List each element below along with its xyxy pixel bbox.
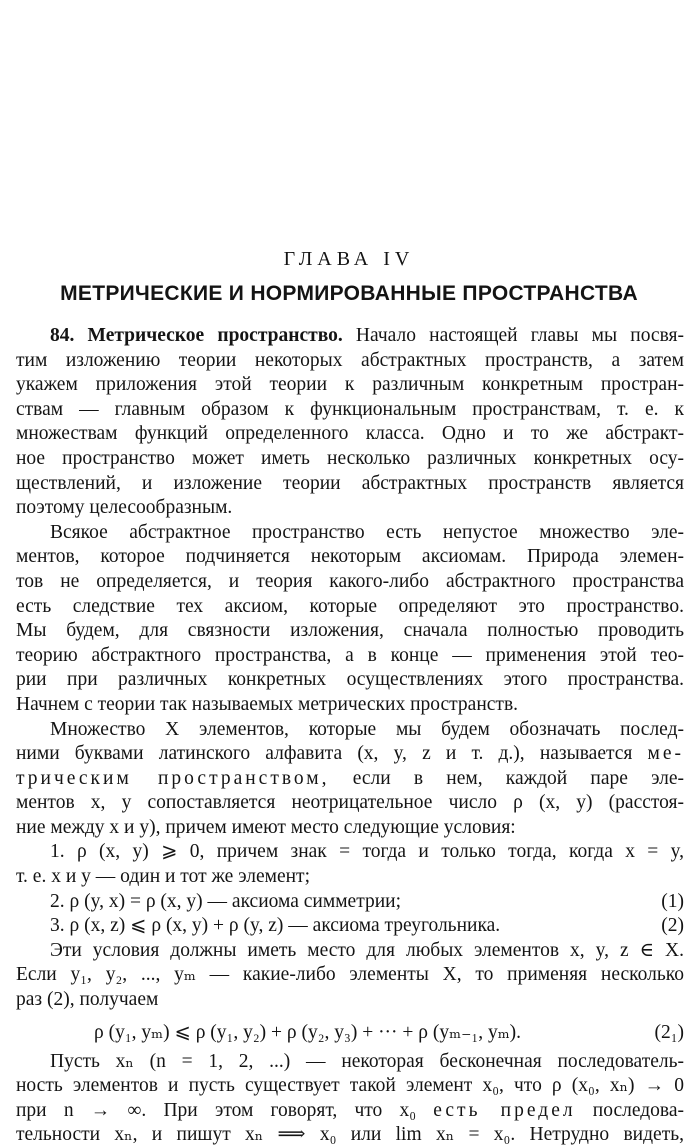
spaced-term: есть предел — [433, 1099, 576, 1121]
formula-text: ρ (y₁, yₘ) ⩽ ρ (y₁, y₂) + ρ (y₂, y₃) + ··· + ρ (yₘ₋₁, yₘ). — [94, 1021, 522, 1043]
paragraph-line: ность элементов и пусть существует такой элемент x₀, что ρ (x₀, xₙ) → 0 — [16, 1075, 684, 1097]
text-run: Начало настоящей главы мы посвя- — [355, 325, 684, 346]
paragraph-line: ствам — главным образом к функциональным пространствам, т. е. к — [16, 398, 684, 420]
chapter-title: МЕТРИЧЕСКИЕ И НОРМИРОВАННЫЕ ПРОСТРАНСТВА — [60, 282, 638, 305]
condition-text: 2. ρ (y, x) = ρ (x, y) — аксиома симметрии; — [50, 890, 401, 912]
paragraph-line: тим изложению теории некоторых абстрактных пространств, а затем — [16, 349, 684, 371]
paragraph-line: ментов x, y сопоставляется неотрицательное число ρ (x, y) (расстоя- — [16, 792, 684, 814]
paragraph-line: укажем приложения этой теории к различным конкретным простран- — [16, 374, 684, 396]
condition-line: 1. ρ (x, y) ⩾ 0, причем знак = тогда и только тогда, когда x = y, — [50, 841, 684, 863]
paragraph-line: Если y₁, y₂, ..., yₘ — какие-либо элементы X, то применяя несколько — [16, 964, 684, 986]
paragraph-line: раз (2), получаем — [16, 989, 159, 1011]
paragraph-line — [16, 1099, 684, 1124]
paragraph-line: Всякое абстрактное пространство есть непустое множество эле- — [50, 521, 684, 543]
paragraph-line: поэтому целесообразным. — [16, 497, 233, 519]
paragraph-line: теорию абстрактного пространства, а в конце — применения этой тео- — [16, 644, 684, 666]
paragraph-line: ние между x и y), причем имеют место следующие условия: — [16, 816, 516, 838]
paragraph-line — [16, 742, 684, 767]
paragraph-line: ное пространство может иметь несколько различных конкретных осу- — [16, 447, 684, 469]
equation-number: (2₁) — [654, 1021, 684, 1043]
condition-line — [16, 890, 684, 915]
spaced-term: трическим пространством, — [16, 767, 330, 789]
paragraph-line: тов не определяется, и теория какого-либо абстрактного пространства — [16, 570, 684, 592]
equation-number: (1) — [661, 890, 684, 912]
paragraph-line: ментов, которое подчиняется некоторым аксиомам. Природа элемен- — [16, 546, 684, 568]
text-run: при n → ∞. При этом говорят, что x₀ — [16, 1099, 417, 1121]
text-run: ними буквами латинского алфавита (x, y, z и т. д.), называется — [16, 743, 633, 765]
chapter-label: ГЛАВА IV — [283, 248, 415, 270]
text-run: если в нем, каждой паре эле- — [352, 767, 685, 789]
equation-number: (2) — [661, 915, 684, 937]
paragraph-line: Множество X элементов, которые мы будем обозначать послед- — [50, 718, 684, 740]
paragraph-line: ществлений, и изложение теории абстрактных пространств является — [16, 472, 684, 494]
paragraph-line: тельности xₙ, и пишут xₙ ⟹ x₀ или lim xₙ = x₀. Нетрудно видеть, — [16, 1124, 684, 1146]
section-heading: 84. Метрическое пространство. — [50, 325, 343, 346]
paragraph-line: Начнем с теории так называемых метрических пространств. — [16, 693, 519, 715]
paragraph-line: есть следствие тех аксиом, которые определяют это пространство. — [16, 595, 684, 617]
condition-text: 3. ρ (x, z) ⩽ ρ (x, y) + ρ (y, z) — аксиома треугольника. — [50, 915, 501, 937]
condition-line: т. е. x и y — один и тот же элемент; — [16, 866, 310, 888]
text-run: последова- — [592, 1099, 685, 1121]
paragraph-line: рии при различных конкретных осуществлениях этого пространства. — [16, 669, 684, 691]
body-text — [16, 324, 684, 1148]
condition-line — [16, 914, 684, 939]
paragraph-line: Пусть xₙ (n = 1, 2, ...) — некоторая бесконечная последователь- — [50, 1050, 684, 1072]
spaced-term: ме- — [647, 743, 684, 765]
paragraph-line — [16, 324, 684, 349]
paragraph-line — [16, 767, 684, 792]
paragraph-line: Эти условия должны иметь место для любых элементов x, y, z ∈ X. — [50, 939, 684, 961]
paragraph-line: множествам функций определенного класса. Одно и то же абстракт- — [16, 423, 684, 445]
paragraph-line: Мы будем, для связности изложения, сначала полностью проводить — [16, 620, 684, 642]
display-formula — [16, 1013, 684, 1050]
